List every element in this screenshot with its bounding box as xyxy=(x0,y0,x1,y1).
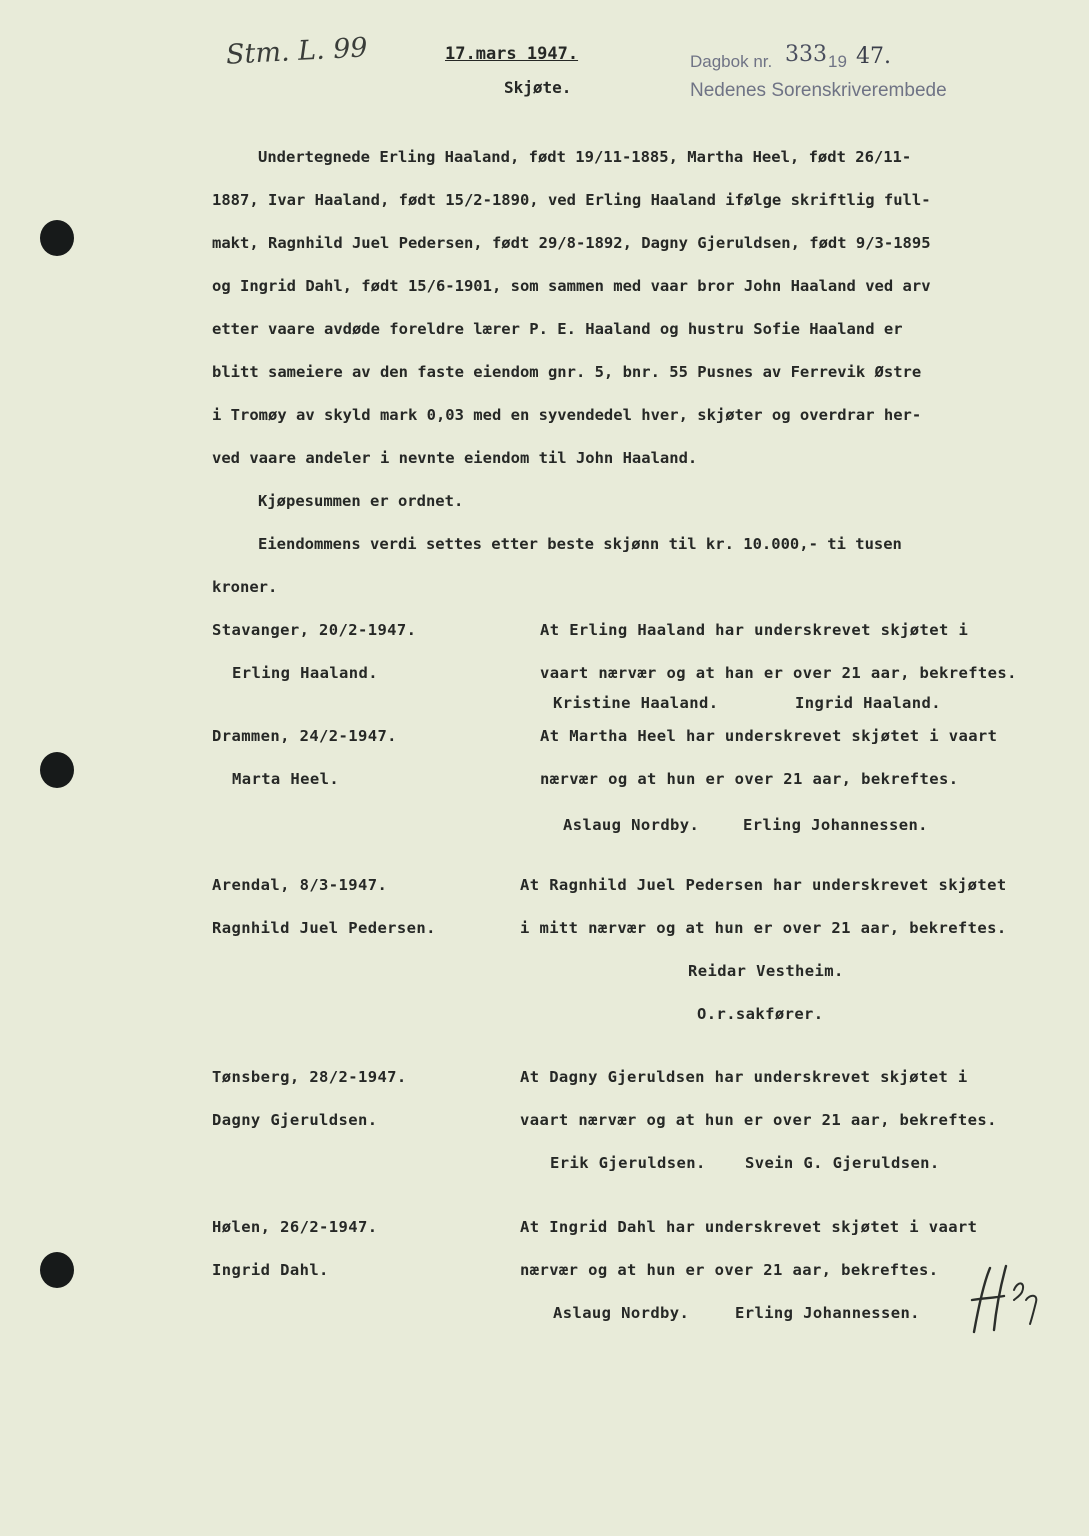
body-line: og Ingrid Dahl, født 15/6-1901, som sammen med vaar bror John Haaland ved arv xyxy=(212,277,931,295)
body-line: ved vaare andeler i nevnte eiendom til John Haaland. xyxy=(212,449,698,467)
place-date: Arendal, 8/3-1947. xyxy=(212,876,388,894)
signer-name: Ragnhild Juel Pedersen. xyxy=(212,919,436,937)
attestation-line: vaart nærvær og at hun er over 21 aar, bekreftes. xyxy=(520,1111,997,1129)
stamp-number: 333 xyxy=(785,42,827,67)
signer-name: Erling Haaland. xyxy=(232,664,378,682)
stamp-century: 19 xyxy=(828,52,847,71)
place-date: Drammen, 24/2-1947. xyxy=(212,727,397,745)
entry-date: 17.mars 1947. xyxy=(445,44,579,64)
body-line: makt, Ragnhild Juel Pedersen, født 29/8-1892, Dagny Gjeruldsen, født 9/3-1895 xyxy=(212,234,931,252)
attestation-line: nærvær og at hun er over 21 aar, bekreftes. xyxy=(540,770,959,788)
witness-name: Erling Johannessen. xyxy=(743,816,928,834)
attestation-line: At Ragnhild Juel Pedersen har underskrevet skjøtet xyxy=(520,876,1007,894)
attestation-line: i mitt nærvær og at hun er over 21 aar, bekreftes. xyxy=(520,919,1007,937)
signer-name: Marta Heel. xyxy=(232,770,340,788)
place-date: Stavanger, 20/2-1947. xyxy=(212,621,417,639)
witness-name: Aslaug Nordby. xyxy=(563,816,700,834)
body-line: blitt sameiere av den faste eiendom gnr. 5, bnr. 55 Pusnes av Ferrevik Østre xyxy=(212,363,922,381)
attestation-line: At Ingrid Dahl har underskrevet skjøtet i vaart xyxy=(520,1218,978,1236)
body-line: 1887, Ivar Haaland, født 15/2-1890, ved Erling Haaland ifølge skriftlig full- xyxy=(212,191,931,209)
signer-name: Dagny Gjeruldsen. xyxy=(212,1111,378,1129)
attestation-line: vaart nærvær og at han er over 21 aar, bekreftes. xyxy=(540,664,1017,682)
attestation-line: nærvær og at hun er over 21 aar, bekreftes. xyxy=(520,1261,939,1279)
value-line: Eiendommens verdi settes etter beste skjønn til kr. 10.000,- ti tusen xyxy=(258,535,902,553)
attestation-line: At Erling Haaland har underskrevet skjøtet i xyxy=(540,621,969,639)
witness-name: Erling Johannessen. xyxy=(735,1304,920,1322)
witness-name: Kristine Haaland. xyxy=(553,694,719,712)
punch-hole-top xyxy=(40,220,74,256)
signer-name: Ingrid Dahl. xyxy=(212,1261,329,1279)
place-date: Tønsberg, 28/2-1947. xyxy=(212,1068,407,1086)
attestation-line: At Dagny Gjeruldsen har underskrevet skjøtet i xyxy=(520,1068,968,1086)
purchase-sum-line: Kjøpesummen er ordnet. xyxy=(258,492,464,510)
punch-hole-bottom xyxy=(40,1252,74,1288)
witness-name: Ingrid Haaland. xyxy=(795,694,941,712)
witness-title: O.r.sakfører. xyxy=(697,1005,824,1023)
attestation-line: At Martha Heel har underskrevet skjøtet i vaart xyxy=(540,727,998,745)
stamp-year: 47. xyxy=(856,44,891,69)
witness-name: Reidar Vestheim. xyxy=(688,962,844,980)
witness-name: Aslaug Nordby. xyxy=(553,1304,690,1322)
value-line-continued: kroner. xyxy=(212,578,278,596)
punch-hole-middle xyxy=(40,752,74,788)
entry-type: Skjøte. xyxy=(504,78,572,97)
body-line: i Tromøy av skyld mark 0,03 med en syvendedel hver, skjøter og overdrar her- xyxy=(212,406,922,424)
stamp-label: Dagbok nr. xyxy=(690,52,773,71)
witness-name: Svein G. Gjeruldsen. xyxy=(745,1154,940,1172)
handwritten-initials xyxy=(960,1260,1050,1340)
body-line: etter vaare avdøde foreldre lærer P. E. Haaland og hustru Sofie Haaland er xyxy=(212,320,903,338)
witness-name: Erik Gjeruldsen. xyxy=(550,1154,706,1172)
body-line: Undertegnede Erling Haaland, født 19/11-1885, Martha Heel, født 26/11- xyxy=(258,148,912,166)
place-date: Hølen, 26/2-1947. xyxy=(212,1218,378,1236)
stamp-office: Nedenes Sorenskriverembede xyxy=(690,80,947,101)
margin-note: Stm. L. 99 xyxy=(225,32,369,71)
